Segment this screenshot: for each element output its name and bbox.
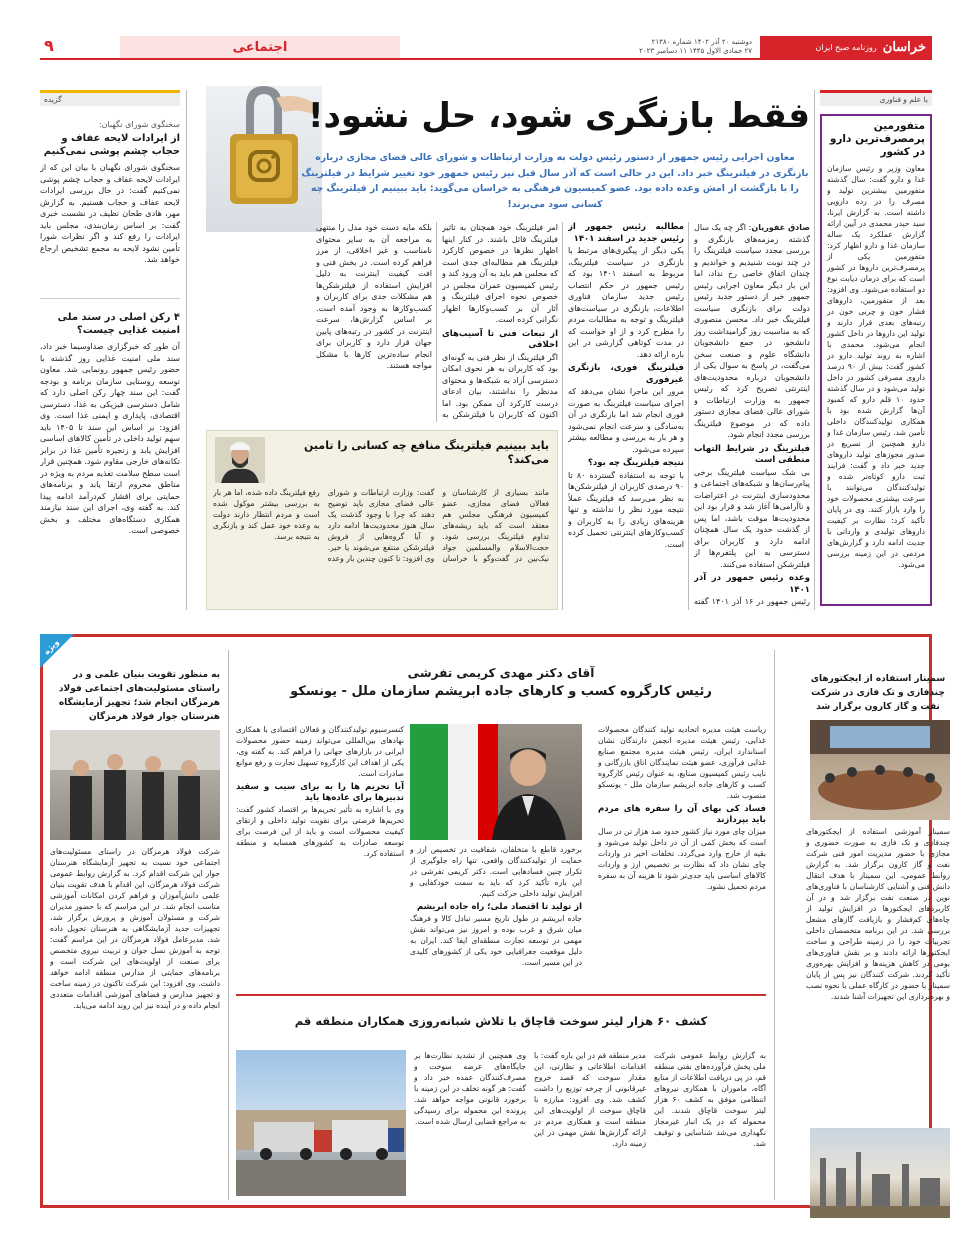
- ad-left: [50, 644, 220, 1200]
- brief-1: [40, 106, 180, 290]
- paragraph: اگر فیلترینگ از نظر فنی به گونه‌ای بود که کاربران به هر نحوی امکان دسترسی آزاد به شبکه‌ها و محتوای مدنظر را نداشتند، بیان ادعای درست کارکرد آن ممکن بود. اما اکنون که کاربران با فیلترشکن به: [442, 352, 558, 419]
- date-line-1: دوشنبه ۲۰ آذر ۱۴۰۲ شماره ۲۱۳۸۰: [651, 38, 752, 46]
- conference-room-icon: [810, 720, 950, 820]
- paragraph: میزان چای مورد نیاز کشور حدود صد هزار تن در سال است که بخش کمی از آن در داخل تولید می‌شود و بقیه از خارج وارد می‌گردد. تخلفات اخیر در واردات چای نشان داد که نظارت بر تخصیص ارز و واردات کالاهای اساسی باید جدی‌تر شود تا هزینه آن به سفره مردم تحمیل نشود.: [598, 827, 766, 891]
- paragraph: بلکه مایه دست خود مدل را منتهی به مراجعه آن به سایر محتوای نامناسب و غیر اخلاقی، از مرز فراهم کرده است. در بخش فنی و افت کیفیت اینترنت به دلیل افزایش استفاده از فیلترشکن‌ها هم مشکلات جدی برای کاربران و کسب‌وکارها به وجود آمده است. بر اساس گزارش‌ها، سرعت اینترنت در کشور در رتبه‌های پایین جهان قرار دارد و کاربران برای انجام ساده‌ترین کارها با مشکل مواجه هستند.: [316, 223, 432, 370]
- subhead: نتیجه فیلترینگ چه بود؟: [587, 458, 684, 468]
- date-block: [602, 38, 752, 56]
- divider: [688, 222, 689, 610]
- ad-bottom-col-1: به گزارش روابط عمومی شرکت ملی پخش فرآورده‌های نفتی منطقه قم، در پی دریافت اطلاعات از منابع آگاه، ماموران با همکاری نیروهای انتظامی موفق به کشف ۶۰ هزار لیتر سوخت قاچاق شدند. این محموله که در یک انبار غیرمجاز نگهداری می‌شد شناسایی و توقیف شد.: [654, 1051, 766, 1148]
- main-col-1: صادق غفوریان: اگر چه یک سال گذشته زمزمه‌های بازنگری و بررسی مجدد سیاست فیلترینگ را در چند نوبت شنیدیم و خواندیم و چندان اتفاق خاصی رخ نداد، اما این بار دیگر معاون اجرایی رئیس جمهور خبر از دستور جدید رئیس دولت برای بازنگری سیاست فیلترینگ خبر داد. محسن منصوری که به مناسبت روز گرامیداشت روز دانشجو، در جمع دانشجویان دانشگاه علوم و صنعت سخن می‌گفت، در پاسخ به سوال یکی از دانشجویان درباره محدودیت‌های اینترنتی تصریح کرد که رئیس جمهور به وزارت ارتباطات و شورای عالی فضای مجازی دستور داده که در موضوع فیلترینگ بررسی مجدد انجام شود. فیلترینگ در شرایط التهاب منطقی است بی شک سیاست فیلترینگ برخی پیام‌رسان‌ها و شبکه‌های اجتماعی و محدودسازی اینترنت در اعتراضات و ناآرامی‌ها آغاز شد و قرار بود این محدودیت‌ها موقت باشد، اما پس از گذشت حدود یک سال همچنان ادامه دارد و کاربران برای دسترسی به این پلتفرم‌ها از فیلترشکن استفاده می‌کنند. وعده رئیس جمهور در آذر ۱۴۰۱ رئیس جمهور در ۱۶ آذر ۱۴۰۱ گفته: [694, 222, 810, 610]
- main-lead: معاون اجرایی رئیس جمهور از دستور رئیس دولت به وزارت ارتباطات و شورای عالی فضای مجازی درباره بازنگری در فیلترینگ خبر داد. این در حالی است که آذر سال قبل نیز رئیس جمهور خود تغییر شرایط در فیلترینگ را با بازگشت از امش وعده داده بود. عضو کمیسیون فرهنگی به خراسان می‌گوید: باید ببینیم از فیلترینگ چه کسانی سود می‌برند!: [301, 152, 809, 210]
- left-kicker: گزیده: [40, 90, 180, 106]
- paragraph: با توجه به استفاده گسترده ۸۰ تا ۹۰ درصدی کاربران از فیلترشکن‌ها به نظر می‌رسد که فیلترینگ عملاً نتیجه مورد نظر را نداشته و تنها هزینه‌های زیادی را به کاربران و کسب‌وکارهای اینترنتی تحمیل کرده است.: [568, 470, 684, 549]
- paragraph: رئیس جمهور در ۱۶ آذر ۱۴۰۱ گفته: [694, 597, 810, 606]
- divider: [774, 650, 775, 1200]
- subhead: آیا تحریم ها را به برای سیب و سفید تدبیرها برای عاده‌ها باید: [236, 782, 404, 803]
- portrait-photo: [410, 724, 582, 840]
- main-col-4: [316, 222, 432, 422]
- ad-right: [806, 644, 950, 1200]
- ad-left-body: شرکت فولاد هرمزگان در راستای مسئولیت‌های اجتماعی خود نسبت به تجهیز آزمایشگاه هنرستان جوار این شرکت اقدام کرد. به گزارش روابط عمومی شرکت فولاد هرمزگان، این اقدام با هدف تقویت بنیان علمی دانش‌آموزان و فراهم کردن امکانات آموزشی مناسب انجام شد. در این مراسم که با حضور مدیران شرکت و مسئولان آموزش و پرورش برگزار شد، تجهیزات جدید آزمایشگاهی به هنرستان تحویل داده شد. مدیرعامل فولاد هرمزگان در این مراسم گفت: توجه به آموزش نسل جوان و تربیت نیروی متخصص برای صنعت از اولویت‌های این شرکت است و برنامه‌های حمایتی از مدارس منطقه ادامه خواهد داشت. وی افزود: این شرکت تاکنون در زمینه ساخت و تجهیز مدارس و فضاهای آموزشی اقدامات متعددی انجام داده و در آینده نیز این روند ادامه می‌یابد.: [50, 847, 220, 1010]
- author-name: صادق غفوریان: [751, 223, 810, 232]
- group-people-icon: [50, 730, 220, 840]
- brief-1-title: از ایرادات لایحه عفاف و حجاب چشم پوشی نمی‌کنیم: [43, 133, 180, 157]
- subhead: فساد کی بهای آن را سفره های مردم باید بپردازند: [598, 804, 766, 825]
- divider: [186, 90, 187, 610]
- brief-2-body: آن طور که خبرگزاری صداوسیما خبر داد، سند ملی امنیت غذایی روز گذشته با حضور رئیس جمهور رونمایی شد. معاون توسعه روستایی سازمان برنامه و بودجه گفت: این سند چهار رکن اصلی دارد که شامل دسترسی فیزیکی به غذا، دسترسی اقتصادی، پایداری و ایمنی غذا است. وی افزود: بر اساس این سند تا ۱۴۰۵ باید سهم تولید داخلی در تأمین کالاهای اساسی افزایش یابد و زنجیره تأمین غذا در برابر تکانه‌های خارجی مقاوم شود. همچنین قرار است سطح سلامت تغذیه مردم به ویژه در مناطق محروم ارتقا یابد و برنامه‌های حمایتی برای اقشار کم‌درآمد ادامه پیدا کند. به گفته وی، اجرای این سند نیازمند همکاری دستگاه‌های مختلف و بخش خصوصی است.: [40, 342, 180, 535]
- page-number: ۹: [44, 36, 54, 55]
- refinery-photo: [810, 1128, 950, 1218]
- trucks-icon: [236, 1050, 406, 1196]
- subhead: مطالبه رئیس جمهور از رئیس جدید در اسفند ۱۴۰۱: [568, 222, 684, 244]
- paragraph: جاده ابریشم در طول تاریخ مسیر تبادل کالا و فرهنگ میان شرق و غرب بوده و امروز نیز می‌تواند نقش مهمی در توسعه تجارت منطقه‌ای ایفا کند. ایران به دلیل موقعیت جغرافیایی خود یکی از کشورهای کلیدی در این مسیر است.: [410, 914, 582, 967]
- divider: [562, 222, 563, 610]
- brief-2-title: ۴ رکن اصلی در سند ملی امنیت غذایی چیست؟: [57, 312, 180, 336]
- brief-1-body: سخنگوی شورای نگهبان با بیان این که از ایرادات لایحه عفاف و حجاب چشم پوشی نمی‌کنیم گفت: در حال بررسی ایرادات لایحه عفاف و حجاب هستیم. به گزارش مهر، هادی طحان نظیف در نشست خبری گفت: بر اساس زمان‌بندی، مجلس باید ایرادات را رفع کند و اگر نظرات شورا تأمین نشود لایحه به مجمع تشخیص ارجاع خواهد شد.: [40, 163, 180, 264]
- ad-center-col-1: [598, 724, 766, 980]
- ad-bottom-col-2: مدیر منطقه قم در این باره گفت: با اقدامات اطلاعاتی و نظارتی، این مقدار سوخت که قصد خروج غیرقانونی از چرخه توزیع را داشت کشف شد. وی افزود: مبارزه با قاچاق سوخت از اولویت‌های این منطقه است و همکاری مردم در ارائه گزارش‌ها نقش مهمی در این زمینه دارد.: [534, 1051, 646, 1148]
- subhead: وعده رئیس جمهور در آذر ۱۴۰۱: [694, 573, 810, 595]
- subhead: فیلترینگ فوری، بازنگری غیرفوری: [568, 363, 684, 385]
- date-line-2: ۲۷ جمادی الاول ۱۴۴۵ ۱۱ دسامبر ۲۰۲۳: [639, 47, 752, 55]
- ad-center-title-1: آقای دکتر مهدی کریمی تفرشی: [407, 666, 595, 680]
- ad-bottom-title: کشف ۶۰ هزار لیتر سوخت قاچاق با تلاش شبانه‌روزی همکاران منطقه قم: [294, 1014, 708, 1028]
- main-headline: فقط بازنگری شود، حل نشود!: [307, 96, 810, 136]
- ad-left-title: به منظور تقویت بنیان علمی و در راستای مسئولیت‌های اجتماعی فولاد هرمزگان انجام شد؛ تجهیز آزمایشگاه هنرستان جوار فولاد هرمزگان: [58, 670, 220, 722]
- ad-center: [236, 644, 766, 988]
- interview-body: مانند بسیاری از کارشناسان و فعالان فضای مجازی، عضو کمیسیون فرهنگی مجلس هم معتقد است که باید ریشه‌های تداوم فیلترینگ بررسی شود. حجت‌الاسلام والمسلمین جواد نیک‌بین در گفت‌وگو با خراسان گفت: وزارت ارتباطات و شورای عالی فضای مجازی باید توضیح دهند که چرا با وجود گذشت یک سال هنوز محدودیت‌ها ادامه دارد و آیا گروه‌هایی از فروش فیلترشکن منتفع می‌شوند یا خیر. وی افزود: تا کنون چندین بار وعده رفع فیلترینگ داده شده، اما هر بار به بررسی بیشتر موکول شده است و مردم انتظار دارند دولت به وعده خود عمل کند و بازنگری به نتیجه برسد.: [213, 488, 549, 563]
- subhead: از تبعات فنی تا آسیب‌های اخلاقی: [442, 328, 558, 350]
- subhead: فیلترینگ در شرایط التهاب منطقی است: [694, 443, 810, 465]
- paragraph: برخورد قاطع با متخلفان، شفافیت در تخصیص ارز و حمایت از تولیدکنندگان واقعی، تنها راه جلوگیری از تکرار چنین فسادهایی است. دکتر کریمی تفرشی در این باره تأکید کرد که باید به سمت خودکفایی و افزایش تولید داخلی حرکت کنیم.: [410, 845, 582, 898]
- main-col-2: [568, 222, 684, 610]
- ad-bottom: [236, 1000, 766, 1200]
- lab-photo: [50, 730, 220, 840]
- ad-center-col-3: [236, 724, 404, 980]
- paragraph: ریاست هیئت مدیره اتحادیه تولید کنندگان محصولات غذایی، رئیس هیئت مدیره انجمن دارندگان نشان استاندارد ایران، رئیس هیئت مدیره مجتمع صنایع غذایی فرآوری، عضو هیئت نمایندگان اتاق بازرگانی و نایب رئیس کمیسیون صنایع، به عنوان رئیس کارگروه کسب و کارهای جاده ابریشم سازمان ملل - یونسکو منصوب شد.: [598, 725, 766, 800]
- ad-right-title: سمینار استفاده از ایجکتورهای چندفازی و تک فازی در شرکت نفت و گاز کارون برگزار شد: [810, 674, 946, 712]
- special-badge-label: ویژه: [42, 637, 61, 657]
- subhead: از تولید تا اقتصاد ملی؛ راه جاده ابریشم: [416, 902, 582, 912]
- paragraph: کنسرسیوم تولیدکنندگان و فعالان اقتصادی با همکاری نهادهای بین‌المللی می‌تواند زمینه حضور محصولات ایرانی در بازارهای جهانی را فراهم کند. به گفته وی، یکی از اهداف این کارگروه تسهیل تجارت و رفع موانع صادرات است.: [236, 725, 404, 778]
- divider: [814, 90, 815, 610]
- ad-right-body: سمینار آموزشی استفاده از ایجکتورهای چندفازی و تک فازی به صورت حضوری و مجازی با حضور مدیریت امور فنی شرکت نفت و گاز کارون برگزار شد. به گزارش روابط عمومی، این سمینار با هدف انتقال دانش فنی و آشنایی کارشناسان با فناوری‌های نوین در صنعت نفت برگزار شد و در آن کاربردهای ایجکتورها در افزایش تولید از چاه‌های کم‌فشار و بازیافت گازهای مشعل بررسی شد. در این برنامه متخصصان داخلی تجربیات خود را در زمینه طراحی و ساخت ایجکتورها ارائه دادند و بر نقش فناوری‌های بومی در کاهش هزینه‌ها و افزایش بهره‌وری تأکید کردند. شرکت کنندگان نیز پس از پایان سمینار با حضور در کارگاه عملی با نحوه نصب و بهره‌برداری این تجهیزات آشنا شدند.: [806, 827, 950, 1001]
- interview-title: باید ببینیم فیلترینگ منافع چه کسانی را تامین می‌کند؟: [304, 439, 549, 466]
- masthead: [40, 36, 932, 60]
- paragraph: امر فیلترینگ خود همچنان به تاثیر فیلترینگ قائل باشند. در کنار اینها اظهار نظرها در خصوص کارکرد فیلترینگ هم مطالبه‌ای جدی است که مجلس هم باید به آن ورود کند و رئیس کمیسیون عمران مجلس در خصوص نحوه اجرای فیلترینگ و آثار آن بر کسب‌وکارها اظهار نگرانی کرده است.: [442, 223, 558, 324]
- paragraph: مرور این ماجرا نشان می‌دهد که اجرای سیاست فیلترینگ به صورت فوری انجام شد اما بازنگری در آن به‌سادگی و سرعت انجام نمی‌شود و هر بار به بررسی و مطالعه بیشتر سپرده می‌شود.: [568, 387, 684, 454]
- fuel-trucks-photo: [236, 1050, 406, 1196]
- right-article-frame: [820, 114, 932, 606]
- logo: خراسان: [882, 39, 926, 55]
- paper-name: روزنامه صبح ایران: [815, 42, 877, 52]
- main-col-3: [442, 222, 558, 422]
- right-kicker: با علم و فناوری: [820, 90, 932, 106]
- left-sidebar: [40, 90, 180, 610]
- paragraph: وی با اشاره به تأثیر تحریم‌ها بر اقتصاد کشور گفت: تحریم‌ها فرصتی برای تقویت تولید داخلی و ارتقای کیفیت محصولات است و باید از این فرصت برای توسعه صادرات به کشورهای همسایه و منطقه استفاده کرد.: [236, 805, 404, 858]
- divider: [236, 994, 766, 996]
- refinery-icon: [810, 1128, 950, 1218]
- divider: [228, 650, 229, 1200]
- right-sidebar: [820, 90, 932, 608]
- divider: [436, 222, 437, 422]
- section-tab: [120, 36, 400, 58]
- person-portrait-icon: [410, 724, 582, 840]
- ad-bottom-col-3: وی همچنین از تشدید نظارت‌ها بر جایگاه‌های عرضه سوخت و مصرف‌کنندگان عمده خبر داد و گفت: هر گونه تخلف در این زمینه با برخورد قانونی مواجه خواهد شد. پرونده این محموله برای رسیدگی به مراجع قضایی ارسال شده است.: [414, 1051, 526, 1126]
- meeting-photo: [810, 720, 950, 820]
- interview-box: [206, 430, 558, 610]
- interviewee-photo: [215, 437, 265, 483]
- main-col-1-body: اگر چه یک سال گذشته زمزمه‌های بازنگری و بررسی مجدد سیاست فیلترینگ را در چند نوبت شنیدیم و خواندیم و چندان اتفاق خاصی رخ نداد، اما این بار دیگر معاون اجرایی رئیس جمهور خبر از دستور جدید رئیس دولت برای بازنگری سیاست فیلترینگ خبر داد. محسن منصوری که به مناسبت روز گرامیداشت روز دانشجو، در جمع دانشجویان دانشگاه علوم و صنعت سخن می‌گفت، در پاسخ به سوال یکی از دانشجویان درباره محدودیت‌های اینترنتی تصریح کرد که رئیس جمهور به وزارت ارتباطات و شورای عالی فضای مجازی دستور داده که در موضوع فیلترینگ بررسی مجدد انجام شود.: [694, 223, 810, 439]
- section-title: اجتماعی: [232, 39, 288, 55]
- right-body: معاون وزیر و رئیس سازمان غذا و دارو گفت: سال گذشته متفورمین بیشترین تولید و مصرف را در رده دارویی داشته است. به گزارش ایرنا، سید حیدر محمدی در آیین ارائه گزارش عملکرد یک ساله سازمان غذا و دارو اظهار کرد: متفورمین یکی از پرمصرف‌ترین داروها در کشور است که برای درمان دیابت نوع دو استفاده می‌شود. وی افزود: بعد از متفورمین، داروهای فشار خون و چربی خون در رتبه‌های بعدی قرار دارند و تولید این داروها در داخل کشور انجام می‌شود. محمدی با اشاره به روند تولید دارو در کشور گفت: بیش از ۹۰ درصد داروی مصرفی کشور در داخل تولید می‌شود و در سال گذشته حدود ۱۰ قلم دارو که کمبود آن‌ها گزارش شده بود با همکاری تولیدکنندگان داخلی تأمین شد. رئیس سازمان غذا و دارو همچنین از تسریع در صدور مجوزهای تولید داروهای جدید خبر داد و گفت: فرایند ثبت دارو کوتاه‌تر شده و تولیدکنندگان می‌توانند با سرعت بیشتری محصولات خود را وارد بازار کنند. وی در پایان تأکید کرد: نظارت بر کیفیت داروهای تولیدی و وارداتی با جدیت ادامه دارد و گزارش‌های مردمی در این زمینه بررسی می‌شود.: [827, 164, 925, 569]
- ad-center-col-2: [410, 844, 582, 980]
- right-headline: متفورمین پرمصرف‌ترین دارو در کشور: [829, 120, 925, 158]
- paragraph: بی شک سیاست فیلترینگ برخی پیام‌رسان‌ها و شبکه‌های اجتماعی و محدودسازی اینترنت در اعتراضات و ناآرامی‌ها آغاز شد و قرار بود این محدودیت‌ها موقت باشد، اما پس از گذشت حدود یک سال همچنان ادامه دارد و کاربران برای دسترسی به این پلتفرم‌ها از فیلترشکن استفاده می‌کنند.: [694, 467, 810, 569]
- portrait-icon: [215, 437, 265, 483]
- ad-center-title-2: رئیس کارگروه کسب و کارهای جاده ابریشم سازمان ملل - یونسکو: [290, 684, 712, 699]
- paragraph: یکی دیگر از پیگیری‌های مرتبط با بازنگری در سیاست فیلترینگ، مربوط به اسفند ۱۴۰۱ بود که رئیس جمهور در حکم انتصاب رئیس جدید سازمان فناوری اطلاعات، بازنگری در سیاست‌های فیلترینگ و توجه به مطالبات مردم را مطرح کرد و از او خواست که در مدت کوتاهی گزارشی در این باره ارائه دهد.: [568, 246, 684, 359]
- brief-2: [40, 298, 180, 573]
- brief-1-kicker: سخنگوی شورای نگهبان:: [98, 120, 180, 129]
- masthead-logo-box: [760, 36, 932, 58]
